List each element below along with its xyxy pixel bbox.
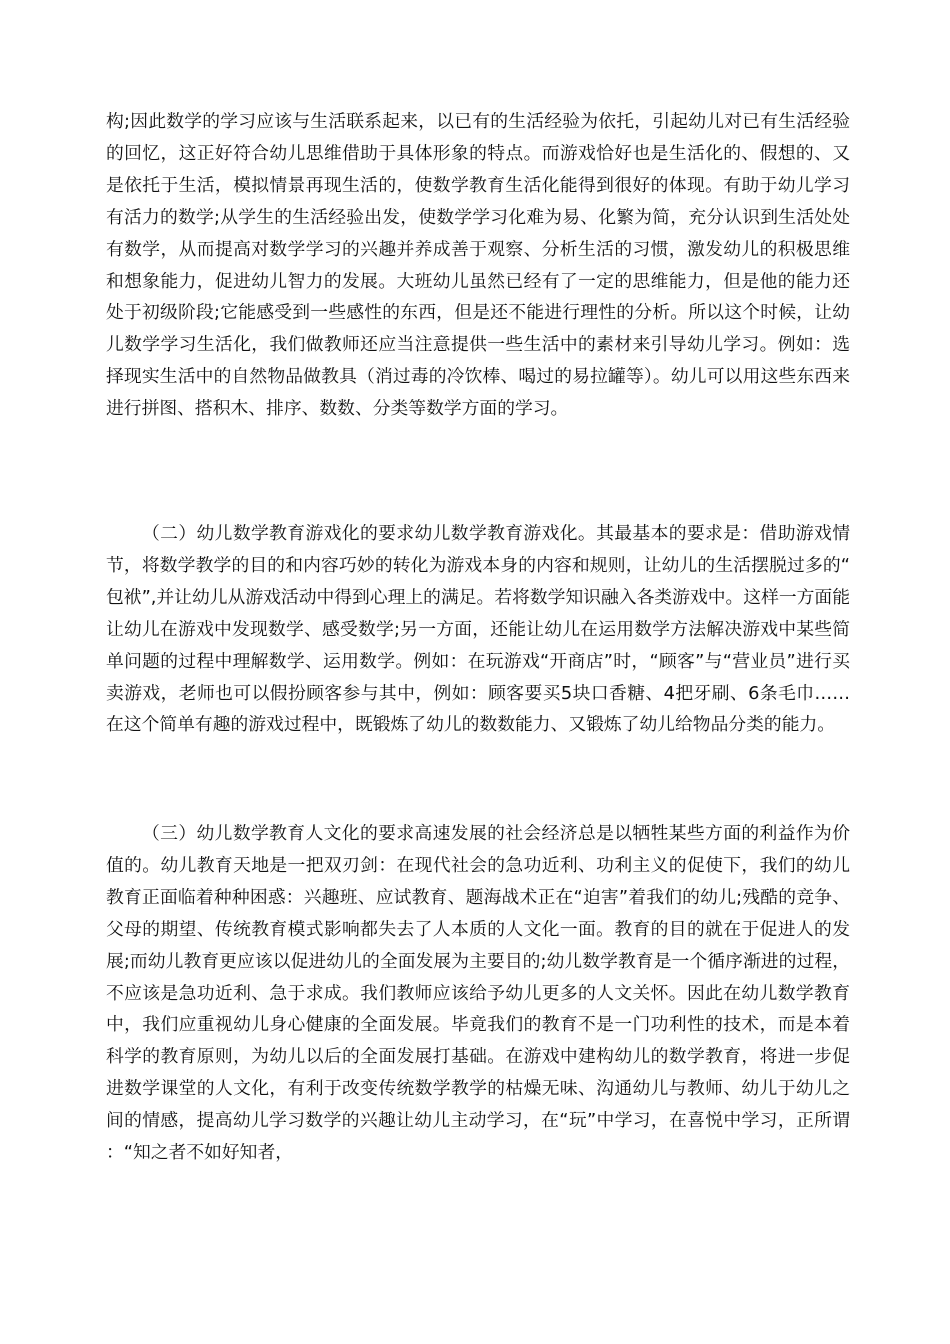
body-paragraph-3: （三）幼儿数学教育人文化的要求高速发展的社会经济总是以牺牲某些方面的利益作为价值的。幼儿教育天地是一把双刃剑：在现代社会的急功近利、功利主义的促使下，我们的幼儿教育正面临着种种困惑：兴趣班、应试教育、题海战术正在“迫害”着我们的幼儿;残酷的竞争、父母的期望、传统教育模式影响都失去了人本质的人文化一面。教育的目的就在于促进人的发展;而幼儿教育更应该以促进幼儿的全面发展为主要目的;幼儿数学教育是一个循序渐进的过程，不应该是急功近利、急于求成。我们教师应该给予幼儿更多的人文关怀。因此在幼儿数学教育中，我们应重视幼儿身心健康的全面发展。毕竟我们的教育不是一门功利性的技术，而是本着科学的教育原则，为幼儿以后的全面发展打基础。在游戏中建构幼儿的数学教育，将进一步促进数学课堂的人文化，有利于改变传统数学教学的枯燥无味、沟通幼儿与教师、幼儿于幼儿之间的情感，提高幼儿学习数学的兴趣让幼儿主动学习，在“玩”中学习，在喜悦中学习，正所谓：“知之者不如好知者， (106, 823, 850, 1164)
body-paragraph-1: 构;因此数学的学习应该与生活联系起来，以已有的生活经验为依托，引起幼儿对已有生活经验的回忆，这正好符合幼儿思维借助于具体形象的特点。而游戏恰好也是生活化的、假想的、又是依托于生活，模拟情景再现生活的，使数学教育生活化能得到很好的体现。有助于幼儿学习有活力的数学;从学生的生活经验出发，使数学学习化难为易、化繁为简，充分认识到生活处处有数学，从而提高对数学学习的兴趣并养成善于观察、分析生活的习惯，激发幼儿的积极思维和想象能力，促进幼儿智力的发展。大班幼儿虽然已经有了一定的思维能力，但是他的能力还处于初级阶段;它能感受到一些感性的东西，但是还不能进行理性的分析。所以这个时候，让幼儿数学学习生活化，我们做教师还应当注意提供一些生活中的素材来引导幼儿学习。例如：选择现实生活中的自然物品做教具（消过毒的冷饮棒、喝过的易拉罐等）。幼儿可以用这些东西来进行拼图、搭积木、排序、数数、分类等数学方面的学习。 (106, 111, 850, 420)
body-paragraph-2: （二）幼儿数学教育游戏化的要求幼儿数学教育游戏化。其最基本的要求是：借助游戏情节，将数学教学的目的和内容巧妙的转化为游戏本身的内容和规则，让幼儿的生活摆脱过多的“包袱”,并让幼儿从游戏活动中得到心理上的满足。若将数学知识融入各类游戏中。这样一方面能让幼儿在游戏中发现数学、感受数学;另一方面，还能让幼儿在运用数学方法解决游戏中某些简单问题的过程中理解数学、运用数学。例如：在玩游戏“开商店”时，“顾客”与“营业员”进行买卖游戏，老师也可以假扮顾客参与其中，例如：顾客要买5块口香糖、4把牙刷、6条毛巾……在这个简单有趣的游戏过程中，既锻炼了幼儿的数数能力、又锻炼了幼儿给物品分类的能力。 (106, 523, 850, 736)
